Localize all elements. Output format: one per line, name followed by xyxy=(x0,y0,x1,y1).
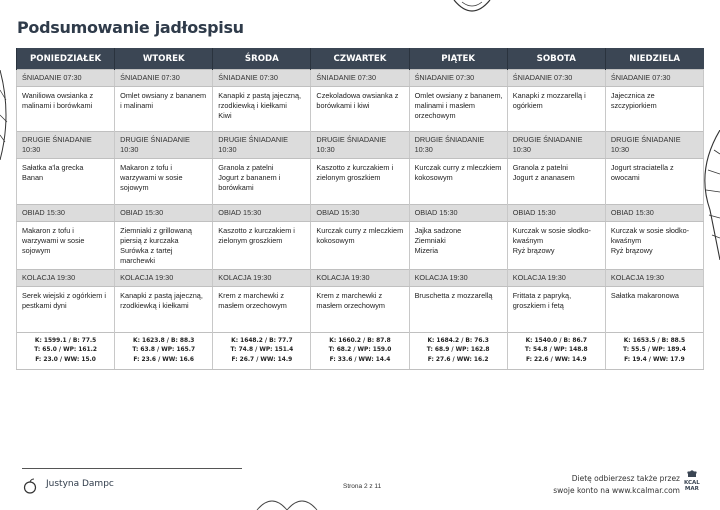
meal-label-row xyxy=(17,270,704,287)
footer-divider xyxy=(22,468,242,469)
dish-cell: Makaron z tofu i warzywami w sosie sojowym xyxy=(17,222,115,270)
meal-label: KOLACJA 19:30 xyxy=(507,270,605,287)
day-header: CZWARTEK xyxy=(311,48,409,70)
dish-cell: Ziemniaki z grillowaną piersią z kurczaka Surówka z tartej marchewki xyxy=(115,222,213,270)
dish-cell: Krem z marchewki z masłem orzechowym xyxy=(213,287,311,333)
macros-line: T: 54.8 / WP: 148.8 xyxy=(524,347,588,354)
dish-cell: Jogurt straciatella z owocami xyxy=(605,159,703,205)
dish-cell: Granola z patelni Jogurt z bananem i borówkami xyxy=(213,159,311,205)
logo-text-bottom: MAR xyxy=(684,486,699,492)
dish-cell: Kanapki z pastą jajeczną, rzodkiewką i kiełkami xyxy=(115,287,213,333)
meal-label-row xyxy=(17,205,704,222)
macros-line: F: 19.4 / WW: 17.9 xyxy=(624,356,685,363)
meal-label: OBIAD 15:30 xyxy=(115,205,213,222)
meal-plan-table xyxy=(16,48,704,370)
meal-dish-row xyxy=(17,287,704,333)
promo-link[interactable]: www.kcalmar.com xyxy=(612,486,680,495)
meal-label: ŚNIADANIE 07:30 xyxy=(115,70,213,87)
macros-line: F: 22.6 / WW: 14.9 xyxy=(525,356,587,363)
meal-label: DRUGIE ŚNIADANIE 10:30 xyxy=(311,132,409,159)
macros-cell xyxy=(17,333,115,370)
meal-label: KOLACJA 19:30 xyxy=(213,270,311,287)
dish-cell: Frittata z papryką, groszkiem i fetą xyxy=(507,287,605,333)
macros-line: F: 33.6 / WW: 14.4 xyxy=(329,356,391,363)
macros-line: K: 1599.1 / B: 77.5 xyxy=(34,338,97,344)
dish-cell: Krem z marchewki z masłem orzechowym xyxy=(311,287,409,333)
dish-cell: Kurczak curry z mleczkiem kokosowym xyxy=(409,159,507,205)
macros-row xyxy=(17,333,704,370)
herb-illustration-icon xyxy=(252,492,322,510)
meal-label: OBIAD 15:30 xyxy=(507,205,605,222)
logo-text-top: KCAL xyxy=(684,480,700,486)
meal-label: DRUGIE ŚNIADANIE 10:30 xyxy=(213,132,311,159)
dish-cell: Czekoladowa owsianka z borówkami i kiwi xyxy=(311,87,409,132)
macros-line: T: 74.8 / WP: 151.4 xyxy=(230,347,294,354)
meal-label: KOLACJA 19:30 xyxy=(115,270,213,287)
day-header: PIĄTEK xyxy=(409,48,507,70)
macros-cell xyxy=(213,333,311,370)
macros-line: K: 1684.2 / B: 76.3 xyxy=(427,338,489,344)
food-illustration-icon xyxy=(452,0,492,14)
macros-line: T: 63.8 / WP: 165.7 xyxy=(132,347,196,354)
macros-line: K: 1648.2 / B: 77.7 xyxy=(231,338,293,344)
meal-label: DRUGIE ŚNIADANIE 10:30 xyxy=(115,132,213,159)
meal-label: OBIAD 15:30 xyxy=(605,205,703,222)
meal-label: ŚNIADANIE 07:30 xyxy=(213,70,311,87)
day-header-row xyxy=(17,48,704,70)
macros-line: K: 1653.5 / B: 88.5 xyxy=(623,338,686,344)
kcalmar-logo xyxy=(684,470,700,492)
macros-line: T: 55.5 / WP: 189.4 xyxy=(623,347,686,354)
dish-cell: Kanapki z mozzarellą i ogórkiem xyxy=(507,87,605,132)
macros-cell xyxy=(311,333,409,370)
macros-line: K: 1660.2 / B: 87.8 xyxy=(329,338,391,344)
macros-line: F: 23.6 / WW: 16.6 xyxy=(133,356,195,363)
macros-line: T: 68.2 / WP: 159.0 xyxy=(328,347,392,354)
chef-hat-icon xyxy=(686,470,698,478)
meal-label: ŚNIADANIE 07:30 xyxy=(507,70,605,87)
meal-label: KOLACJA 19:30 xyxy=(605,270,703,287)
page-title: Podsumowanie jadłospisu xyxy=(17,18,244,37)
dish-cell: Omlet owsiany z bananem, malinami i masłem orzechowym xyxy=(409,87,507,132)
dish-cell: Sałatka makaronowa xyxy=(605,287,703,333)
meal-label: OBIAD 15:30 xyxy=(213,205,311,222)
dish-cell: Kaszotto z kurczakiem i zielonym groszkiem xyxy=(311,159,409,205)
dish-cell: Granola z patelni Jogurt z ananasem xyxy=(507,159,605,205)
macros-line: T: 68.9 / WP: 162.8 xyxy=(426,347,490,354)
meal-label: ŚNIADANIE 07:30 xyxy=(311,70,409,87)
day-header: ŚRODA xyxy=(213,48,311,70)
meal-label: KOLACJA 19:30 xyxy=(311,270,409,287)
meal-label: ŚNIADANIE 07:30 xyxy=(17,70,115,87)
dish-cell: Makaron z tofu i warzywami w sosie sojowym xyxy=(115,159,213,205)
meal-label: DRUGIE ŚNIADANIE 10:30 xyxy=(17,132,115,159)
dish-cell: Serek wiejski z ogórkiem i pestkami dyni xyxy=(17,287,115,333)
meal-dish-row xyxy=(17,87,704,132)
meal-label: DRUGIE ŚNIADANIE 10:30 xyxy=(409,132,507,159)
macros-line: F: 23.0 / WW: 15.0 xyxy=(35,356,96,363)
meal-label: DRUGIE ŚNIADANIE 10:30 xyxy=(605,132,703,159)
promo-prefix: swoje konto na xyxy=(553,486,613,495)
meal-label: OBIAD 15:30 xyxy=(409,205,507,222)
macros-cell xyxy=(507,333,605,370)
day-header: WTOREK xyxy=(115,48,213,70)
meal-dish-row xyxy=(17,222,704,270)
meal-label-row xyxy=(17,70,704,87)
macros-line: K: 1540.0 / B: 86.7 xyxy=(525,338,587,344)
dish-cell: Jajka sadzone Ziemniaki Mizeria xyxy=(409,222,507,270)
meal-dish-row xyxy=(17,159,704,205)
meal-label: ŚNIADANIE 07:30 xyxy=(409,70,507,87)
promo-line xyxy=(553,485,680,497)
macros-line: K: 1623.8 / B: 88.3 xyxy=(133,338,195,344)
macros-line: F: 26.7 / WW: 14.9 xyxy=(231,356,293,363)
dish-cell: Omlet owsiany z bananem i malinami xyxy=(115,87,213,132)
day-header: NIEDZIELA xyxy=(605,48,703,70)
meal-label: KOLACJA 19:30 xyxy=(17,270,115,287)
meal-label: DRUGIE ŚNIADANIE 10:30 xyxy=(507,132,605,159)
dish-cell: Sałatka a'la grecka Banan xyxy=(17,159,115,205)
meal-label: ŚNIADANIE 07:30 xyxy=(605,70,703,87)
day-header: PONIEDZIAŁEK xyxy=(17,48,115,70)
macros-cell xyxy=(409,333,507,370)
leaf-illustration-icon xyxy=(0,70,10,160)
meal-label: OBIAD 15:30 xyxy=(17,205,115,222)
dish-cell: Kurczak curry z mleczkiem kokosowym xyxy=(311,222,409,270)
author-name: Justyna Dampc xyxy=(46,479,114,489)
macros-cell xyxy=(115,333,213,370)
macros-line: T: 65.0 / WP: 161.2 xyxy=(34,347,97,354)
dish-cell: Kurczak w sosie słodko-kwaśnym Ryż brązowy xyxy=(605,222,703,270)
dish-cell: Kurczak w sosie słodko-kwaśnym Ryż brązowy xyxy=(507,222,605,270)
apple-logo-icon xyxy=(22,478,38,494)
macros-line: F: 27.6 / WW: 16.2 xyxy=(427,356,489,363)
dish-cell: Waniliowa owsianka z malinami i borówkami xyxy=(17,87,115,132)
meal-label: KOLACJA 19:30 xyxy=(409,270,507,287)
page-number: Strona 2 z 11 xyxy=(343,483,382,490)
meal-label: OBIAD 15:30 xyxy=(311,205,409,222)
dish-cell: Jajecznica ze szczypiorkiem xyxy=(605,87,703,132)
dish-cell: Bruschetta z mozzarellą xyxy=(409,287,507,333)
promo-text xyxy=(553,473,680,497)
day-header: SOBOTA xyxy=(507,48,605,70)
dish-cell: Kanapki z pastą jajeczną, rzodkiewką i kiełkami Kiwi xyxy=(213,87,311,132)
promo-line: Dietę odbierzesz także przez xyxy=(571,474,680,483)
macros-cell xyxy=(605,333,703,370)
dish-cell: Kaszotto z kurczakiem i zielonym groszkiem xyxy=(213,222,311,270)
meal-label-row xyxy=(17,132,704,159)
